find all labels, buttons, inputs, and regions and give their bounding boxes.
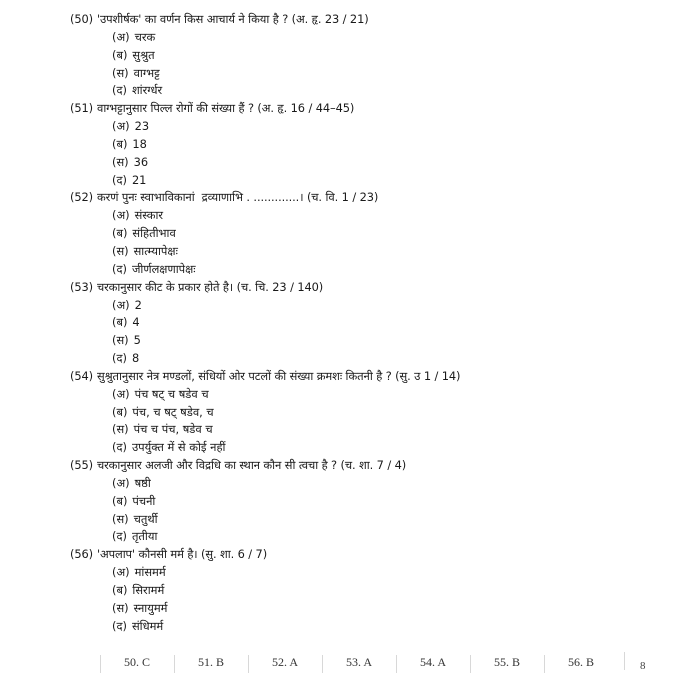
option <box>70 243 670 261</box>
option-label: (अ) <box>112 29 130 44</box>
question-block <box>70 100 670 189</box>
option <box>70 386 670 404</box>
answer-key-item: 50. C <box>100 655 174 670</box>
question-number: (55) <box>70 458 93 473</box>
option-text: सुश्रुत <box>132 47 155 62</box>
question-block <box>70 546 670 635</box>
option-label: (द) <box>112 440 127 455</box>
option-label: (अ) <box>112 297 130 312</box>
option-label: (अ) <box>112 119 130 134</box>
question-text <box>70 279 670 297</box>
option-text: चरक <box>134 29 156 44</box>
answer-key-item: 56. B <box>544 655 618 670</box>
option-text: तृतीया <box>131 529 158 544</box>
answer-key-divider <box>624 652 625 670</box>
option-text: पंच च पंच, षडेव च <box>133 422 213 437</box>
question-block <box>70 457 670 546</box>
option-text: 23 <box>134 119 150 134</box>
option-text: सिरामर्म <box>132 583 165 597</box>
question-block <box>70 279 670 368</box>
option <box>70 332 670 350</box>
option <box>70 297 670 315</box>
option-text: 8 <box>131 351 140 366</box>
option <box>70 314 670 332</box>
option <box>70 564 670 582</box>
option-label: (ब) <box>112 226 128 241</box>
question-number: (56) <box>70 547 93 562</box>
question-stem: सुश्रुतानुसार नेत्र मण्डलों, संधियों ओर पटलों की संख्या क्रमशः कितनी है ? (सु. उ 1 / 14) <box>96 368 461 383</box>
option-label: (द) <box>112 261 127 276</box>
question-text <box>70 189 670 207</box>
option-text: जीर्णलक्षणापेक्षः <box>131 261 196 276</box>
option <box>70 528 670 546</box>
option-label: (ब) <box>112 47 128 62</box>
question-text <box>70 546 670 564</box>
question-list <box>70 11 670 636</box>
answer-key-item: 54. A <box>396 655 470 670</box>
option-label: (द) <box>112 172 127 187</box>
option <box>70 475 670 493</box>
page-number: 8 <box>640 660 646 672</box>
option-text: मांसमर्म <box>134 565 166 580</box>
option <box>70 421 670 439</box>
answer-key-item: 53. A <box>322 655 396 670</box>
question-stem: वाग्भट्टानुसार पिल्ल रोगों की संख्या हैं ? (अ. हृ. 16 / 44–45) <box>96 101 355 116</box>
option <box>70 65 670 83</box>
option-label: (ब) <box>112 583 128 597</box>
question-stem: चरकानुसार कीट के प्रकार होते है। (च. चि. 23 / 140) <box>96 279 324 294</box>
option <box>70 207 670 225</box>
question-number: (54) <box>70 368 93 383</box>
option-label: (स) <box>112 511 129 526</box>
question-number: (52) <box>70 190 93 205</box>
option <box>70 618 670 636</box>
option <box>70 582 670 600</box>
option-text: स्नायुमर्म <box>133 600 168 615</box>
question-stem: 'उपशीर्षक' का वर्णन किस आचार्य ने किया है ? (अ. हृ. 23 / 21) <box>96 12 369 26</box>
option-label: (स) <box>112 243 129 258</box>
question-text <box>70 11 670 29</box>
option-label: (ब) <box>112 136 128 151</box>
option <box>70 404 670 422</box>
option-text: चतुर्थी <box>133 511 158 526</box>
option-text: संस्कार <box>134 208 164 223</box>
option-text: पंच षट् च षडेव च <box>134 386 209 401</box>
question-stem: 'अपलाप' कौनसी मर्म है। (सु. शा. 6 / 7) <box>96 547 268 562</box>
option-label: (द) <box>112 529 127 544</box>
option-text: 18 <box>132 136 147 151</box>
option-text: पंच, च षट् षडेव, च <box>132 404 214 419</box>
option-text: 21 <box>131 172 147 187</box>
option-label: (द) <box>112 83 127 98</box>
option <box>70 82 670 100</box>
option-label: (ब) <box>112 315 128 330</box>
option <box>70 261 670 279</box>
option-text: 5 <box>133 333 141 348</box>
question-number: (51) <box>70 101 93 116</box>
question-text <box>70 457 670 475</box>
option <box>70 29 670 47</box>
question-block <box>70 368 670 457</box>
option <box>70 154 670 172</box>
option <box>70 600 670 618</box>
option-text: शांरर्ग्धर <box>131 83 163 98</box>
question-stem: चरकानुसार अलजी और विद्रधि का स्थान कौन सी त्वचा है ? (च. शा. 7 / 4) <box>96 458 407 473</box>
question-stem: करणं पुनः स्वाभाविकानां द्रव्याणाभि . .............। (च. वि. 1 / 23) <box>96 190 379 205</box>
option <box>70 439 670 457</box>
option-label: (स) <box>112 422 129 437</box>
answer-key-item: 51. B <box>174 655 248 670</box>
option-label: (स) <box>112 65 129 80</box>
option-label: (अ) <box>112 565 130 580</box>
option-text: सात्म्यापेक्षः <box>133 243 178 258</box>
option-text: पंचनी <box>132 493 156 508</box>
answer-key-item: 55. B <box>470 655 544 670</box>
option-text: वाग्भट्ट <box>133 65 160 80</box>
question-number: (53) <box>70 279 93 294</box>
option-text: षष्ठी <box>134 475 151 490</box>
option-label: (ब) <box>112 493 128 508</box>
option-text: 4 <box>132 315 140 330</box>
option-label: (अ) <box>112 208 130 223</box>
option-text: 36 <box>133 154 149 169</box>
option-label: (द) <box>112 351 127 366</box>
question-block <box>70 11 670 100</box>
option <box>70 136 670 154</box>
option-text: उपर्युक्त में से कोई नहीं <box>131 440 226 455</box>
option-label: (अ) <box>112 475 130 490</box>
option <box>70 172 670 190</box>
question-text <box>70 100 670 118</box>
option <box>70 350 670 368</box>
option-label: (द) <box>112 618 127 633</box>
answer-key-item: 52. A <box>248 655 322 670</box>
option-label: (अ) <box>112 386 130 401</box>
option <box>70 225 670 243</box>
question-block <box>70 189 670 278</box>
option-label: (स) <box>112 600 129 615</box>
option <box>70 493 670 511</box>
question-number: (50) <box>70 12 93 26</box>
answer-key <box>100 652 618 672</box>
option-text: संहितीभाव <box>132 226 176 241</box>
option-label: (स) <box>112 154 129 169</box>
option-label: (स) <box>112 333 129 348</box>
question-text <box>70 368 670 386</box>
option-label: (ब) <box>112 404 128 419</box>
option <box>70 511 670 529</box>
option <box>70 118 670 136</box>
option-text: 2 <box>134 297 142 312</box>
option-text: संधिमर्म <box>131 618 164 633</box>
option <box>70 47 670 65</box>
